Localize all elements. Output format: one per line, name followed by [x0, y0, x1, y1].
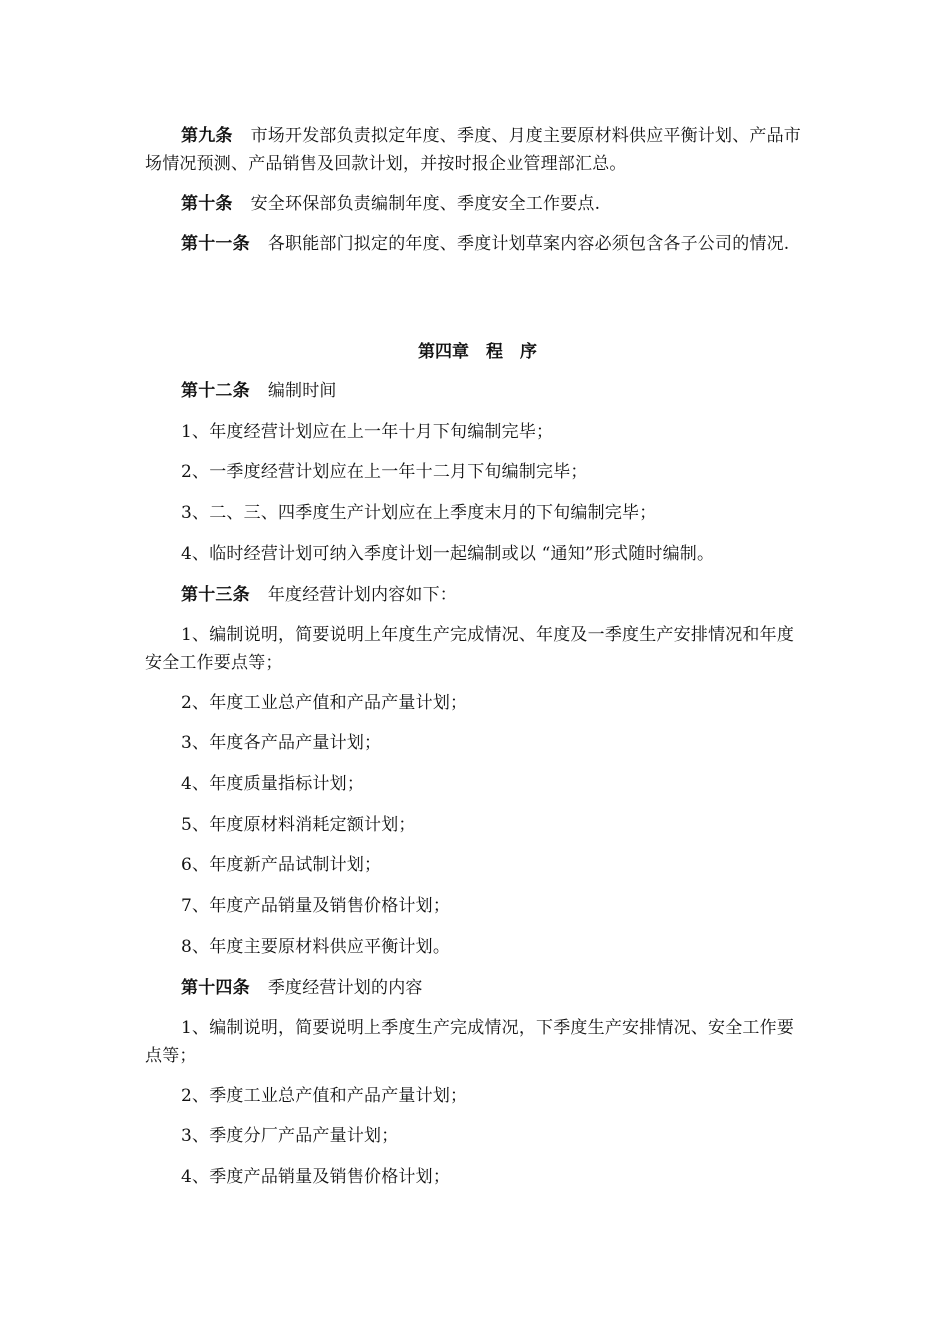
list-item: 1、年度经营计划应在上一年十月下旬编制完毕； [181, 422, 554, 442]
article-9 [145, 122, 810, 178]
article-label: 第十条 [181, 194, 233, 214]
article-label: 第十一条 [181, 234, 250, 254]
article-label: 第十三条 [181, 585, 250, 605]
article-14 [145, 974, 810, 1002]
article-text: 季度经营计划的内容 [267, 978, 423, 998]
article-text: 各职能部门拟定的年度、季度计划草案内容必须包含各子公司的情况. [267, 234, 790, 254]
list-item: 4、年度质量指标计划； [181, 774, 365, 794]
article-text: 市场开发部负责拟定年度、季度、月度主要原材料供应平衡计划、产品市场情况预测、产品销售及回款计划，并按时报企业管理部汇总。 [145, 126, 802, 174]
list-item: 2、一季度经营计划应在上一年十二月下旬编制完毕； [181, 462, 588, 482]
list-item: 4、季度产品销量及销售价格计划； [181, 1167, 451, 1187]
list-item: 5、年度原材料消耗定额计划； [181, 815, 416, 835]
list-item: 8、年度主要原材料供应平衡计划。 [181, 937, 451, 957]
article-11 [145, 230, 810, 258]
list-item: 6、年度新产品试制计划； [181, 855, 382, 875]
article-text: 年度经营计划内容如下： [267, 585, 458, 605]
article-10 [145, 190, 810, 218]
list-item: 1、编制说明，简要说明上季度生产完成情况，下季度生产安排情况、安全工作要点等； [145, 1018, 795, 1066]
article-label: 第十四条 [181, 978, 250, 998]
article-text: 安全环保部负责编制年度、季度安全工作要点. [250, 194, 601, 214]
article-12 [145, 377, 810, 405]
list-item: 3、二、三、四季度生产计划应在上季度末月的下旬编制完毕； [181, 503, 657, 523]
list-item: 3、年度各产品产量计划； [181, 733, 382, 753]
list-item: 1、编制说明，简要说明上年度生产完成情况、年度及一季度生产安排情况和年度安全工作要点等； [145, 625, 795, 673]
list-item: 2、季度工业总产值和产品产量计划； [181, 1086, 468, 1106]
article-13 [145, 581, 810, 609]
chapter-title: 第四章 程 序 [418, 342, 537, 362]
list-item: 4、临时经营计划可纳入季度计划一起编制或以 “通知”形式随时编制。 [181, 544, 715, 564]
article-label: 第九条 [181, 126, 233, 146]
list-item: 3、季度分厂产品产量计划； [181, 1126, 399, 1146]
list-item: 7、年度产品销量及销售价格计划； [181, 896, 451, 916]
article-text: 编制时间 [267, 381, 337, 401]
article-label: 第十二条 [181, 381, 250, 401]
list-item: 2、年度工业总产值和产品产量计划； [181, 693, 468, 713]
